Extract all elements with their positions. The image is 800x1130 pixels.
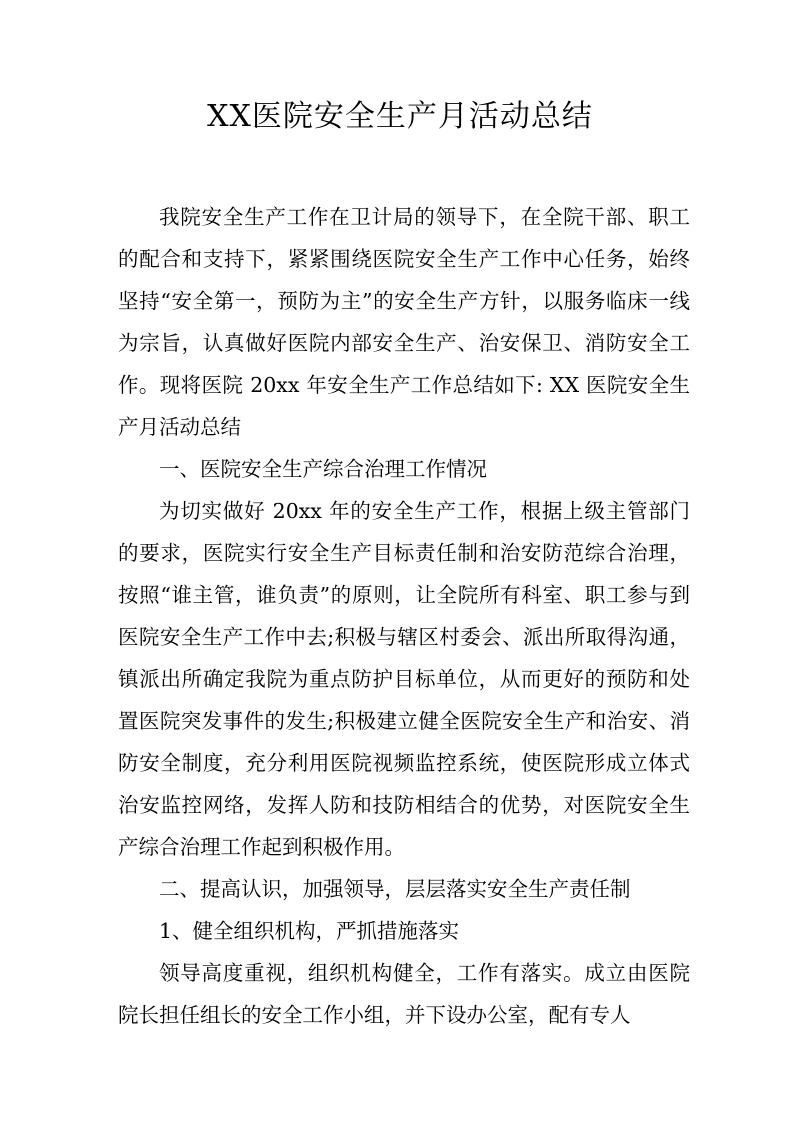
section-heading-2: 二、提高认识，加强领导，层层落实安全生产责任制 [159,877,631,901]
section-1-paragraph: 为切实做好 20xx 年的安全生产工作，根据上级主管部门的要求，医院实行安全生产目标责任制和治安防范综合治理，按照“谁主管，谁负责”的原则，让全院所有科室、职工参与到医院安全生产工作中去;积极与辖区村委会、派出所取得沟通，镇派出所确定我院为重点防护目标单位，从而更好的预防和处置医院突发事件的发生;积极建立健全医院安全生产和治安、消防安全制度，充分利用医院视频监控系统，使医院形成立体式治安监控网络，发挥人防和技防相结合的优势，对医院安全生产综合治理工作起到积极作用。 [118,499,690,859]
section-heading-1: 一、医院安全生产综合治理工作情况 [159,457,487,481]
intro-paragraph: 我院安全生产工作在卫计局的领导下，在全院干部、职工的配合和支持下，紧紧围绕医院安全生产工作中心任务，始终坚持“安全第一，预防为主”的安全生产方针，以服务临床一线为宗旨，认真做好医院内部安全生产、治安保卫、消防安全工作。现将医院 20xx 年安全生产工作总结如下: XX 医院安全生产月活动总结 [118,205,690,439]
document-body [118,196,690,1036]
subsection-2-1-paragraph: 领导高度重视，组织机构健全，工作有落实。成立由医院院长担任组长的安全工作小组，并下设办公室，配有专人 [118,961,690,1027]
document-title: XX医院安全生产月活动总结 [207,99,593,134]
subsection-heading-2-1: 1、健全组织机构，严抓措施落实 [159,919,460,943]
